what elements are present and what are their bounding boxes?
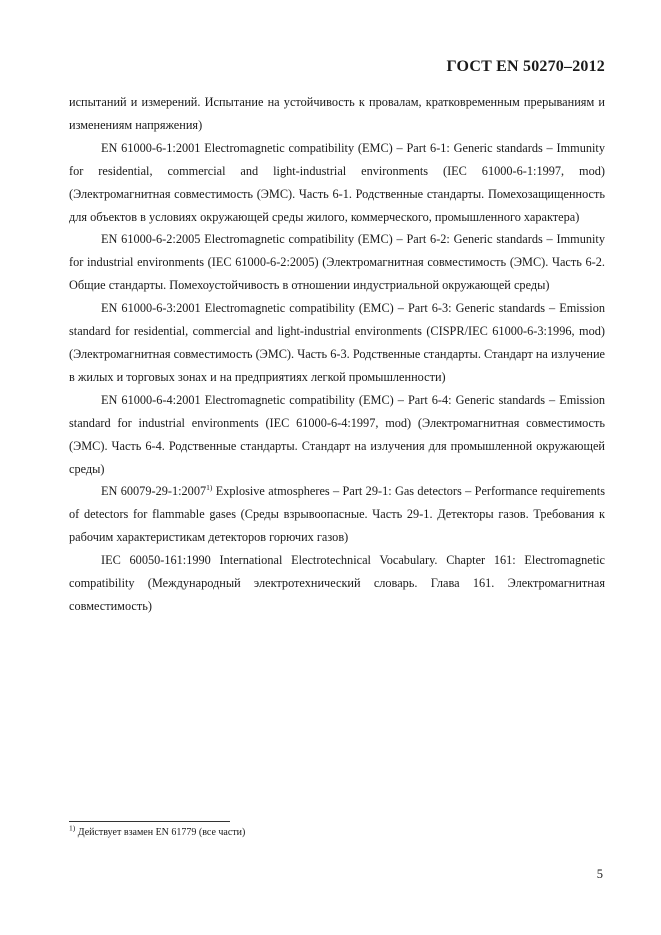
paragraph-iec-60050-161: IEC 60050-161:1990 International Electrotechnical Vocabulary. Chapter 161: Electromagnetic compatibility (Международный электротехнический словарь. Глава 161. Электромагнитная совместимость): [69, 553, 605, 613]
document-body: [69, 91, 605, 618]
footnote: [69, 823, 246, 840]
paragraph-en-61000-6-1: EN 61000-6-1:2001 Electromagnetic compatibility (EMC) – Part 6-1: Generic standards – Immunity for residential, commercial and light-industrial environments (IEC 61000-6-1:1997, mod) (Электромагнитная совместимость (ЭМС). Часть 6-1. Родственные стандарты. Помехозащищенность для объектов в условиях окружающей среды жилого, коммерческого, промышленного характера): [69, 140, 605, 224]
paragraph-en-61000-6-2: EN 61000-6-2:2005 Electromagnetic compatibility (EMC) – Part 6-2: Generic standards – Immunity for industrial environments (IEC 61000-6-2:2005) (Электромагнитная совместимость (ЭМС). Часть 6-2. Общие стандарты. Помехоустойчивость в отношении индустриальной окружающей среды): [69, 232, 605, 293]
standard-reference: EN 60079-29-1:2007: [101, 484, 207, 499]
paragraph-en-61000-6-3: EN 61000-6-3:2001 Electromagnetic compatibility (EMC) – Part 6-3: Generic standards – Emission standard for residential, commercial and light-industrial environments (CISPR/IEC 61000-6-3:1996, mod) (Электромагнитная совместимость (ЭМС). Часть 6-3. Родственные стандарты. Стандарт на излучение в жилых и торговых зонах и на предприятиях легкой промышленности): [69, 301, 605, 384]
page-number: 5: [596, 867, 603, 881]
footnote-text: Действует взамен EN 61779 (все части): [75, 827, 246, 838]
paragraph-en-61000-6-4: EN 61000-6-4:2001 Electromagnetic compatibility (EMC) – Part 6-4: Generic standards – Emission standard for industrial environments (IEC 61000-6-4:1997, mod) (Электромагнитная совместимость (ЭМС). Часть 6-4. Родственные стандарты. Стандарт на излучения для промышленной окружающей среды): [69, 392, 605, 476]
footnote-reference: 1): [206, 483, 213, 493]
paragraph-en-60079-29-1: [69, 480, 605, 549]
document-code-header: ГОСТ EN 50270–2012: [446, 58, 605, 75]
standard-description: Explosive atmospheres – Part 29-1: Gas detectors – Performance requirements of detectors for flammable gases (Среды взрывоопасные. Часть 29-1. Детекторы газов. Требования к рабочим характеристикам детекторов горючих газов): [69, 484, 605, 545]
paragraph-continuation: испытаний и измерений. Испытание на устойчивость к провалам, кратковременным прерываниям и изменениям напряжения): [69, 95, 605, 132]
footnote-marker: 1): [69, 823, 76, 833]
footnote-divider: [69, 821, 230, 822]
